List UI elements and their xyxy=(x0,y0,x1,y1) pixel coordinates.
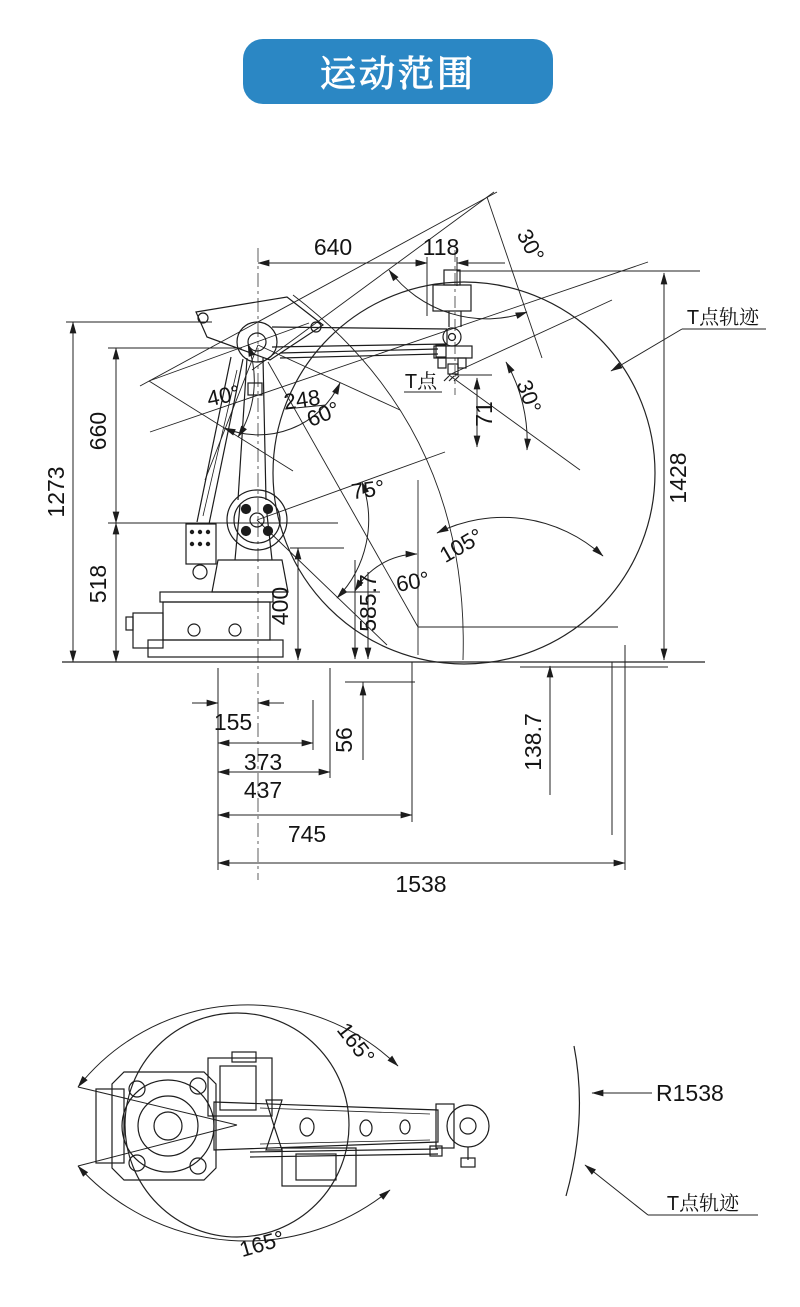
angle-60-shoulder-label: 60° xyxy=(303,396,344,432)
angle-105-label: 105° xyxy=(435,523,488,568)
side-view-drawing xyxy=(43,192,766,897)
angle-30-right-label: 30° xyxy=(511,376,547,417)
angle-60-lower-label: 60° xyxy=(394,566,432,597)
dim-118-label: 118 xyxy=(422,234,460,260)
angle-40-label: 40° xyxy=(204,379,243,412)
dim-71-label: 71 xyxy=(471,401,497,427)
dim-745-label: 745 xyxy=(287,821,327,847)
dim-518-label: 518 xyxy=(85,564,111,604)
dim-1428-label: 1428 xyxy=(665,452,691,504)
robot-side-view xyxy=(126,248,472,880)
dim-437-label: 437 xyxy=(243,777,283,803)
angle-75-label: 75° xyxy=(349,474,387,505)
robot-top-view xyxy=(96,1052,489,1186)
top-view-drawing xyxy=(78,1005,758,1262)
dim-1273-label: 1273 xyxy=(43,466,69,518)
dim-640-label: 640 xyxy=(313,234,353,260)
radius-r1538-label: R1538 xyxy=(656,1080,724,1106)
angle-top-30-label: 30° xyxy=(511,224,550,267)
dim-373-label: 373 xyxy=(243,749,283,775)
dim-585-7-label: 585.7 xyxy=(355,574,381,632)
t-point-trajectory-circle xyxy=(273,282,655,664)
dim-660-label: 660 xyxy=(85,411,111,451)
dim-138-7-label: 138.7 xyxy=(520,713,546,771)
title-badge-label: 运动范围 xyxy=(319,53,476,94)
dim-155-label: 155 xyxy=(213,709,253,735)
angle-165-upper-label: 165° xyxy=(332,1017,380,1070)
dim-1538-label: 1538 xyxy=(395,871,447,897)
title-badge xyxy=(243,39,553,104)
trajectory-label-bottom: T点轨迹 xyxy=(666,1193,740,1215)
r1538-arc xyxy=(566,1046,579,1196)
dim-56-label: 56 xyxy=(331,727,357,753)
dim-400-label: 400 xyxy=(267,586,293,626)
t-point-label: T点 xyxy=(404,371,438,393)
trajectory-label-top: T点轨迹 xyxy=(686,307,760,329)
angle-165-lower-label: 165° xyxy=(236,1225,288,1263)
radius-248-label: 248 xyxy=(282,384,322,415)
